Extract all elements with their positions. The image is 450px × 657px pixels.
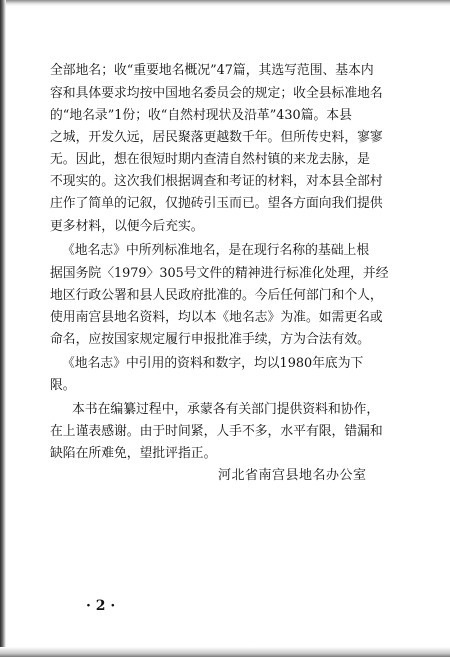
text-line: 在上谨表感谢。由于时间紧，人手不多，水平有限，错漏和 <box>50 424 383 439</box>
page-number: · 2 · <box>86 598 116 614</box>
text-line: 地区行政公署和县人民政府批准的。今后任何部门和个人， <box>50 288 383 303</box>
scan-shadow-bottom <box>0 647 450 657</box>
text-line: 的“地名录”1份；收“自然村现状及沿革”430篇。本县 <box>50 108 352 123</box>
text-line: 容和具体要求均按中国地名委员会的规定；收全县标准地名 <box>50 86 383 101</box>
scan-shadow-left <box>0 0 6 657</box>
text-line: 不现实的。这次我们根据调查和考证的材料，对本县全部村 <box>50 174 383 189</box>
text-line: 本书在编纂过程中，承蒙各有关部门提供资料和协作， <box>72 402 380 417</box>
signature-office: 河北省南宫县地名办公室 <box>218 468 367 483</box>
text-line: 限。 <box>50 378 76 393</box>
scan-shadow-top <box>0 0 450 6</box>
text-line: 使用南宫县地名资料，均以本《地名志》为准。如需更名或 <box>50 310 383 325</box>
text-line: 全部地名；收“重要地名概况”47篇，其选写范围、基本内 <box>50 63 374 78</box>
text-line: 庄作了简单的记叙，仅抛砖引玉而已。望各方面向我们提供 <box>50 196 383 211</box>
text-line: 据国务院〈1979〉305号文件的精神进行标准化处理，并经 <box>50 266 389 281</box>
text-line: 更多材料，以便今后充实。 <box>50 219 204 234</box>
text-line: 命名，应按国家规定履行申报批准手续，方为合法有效。 <box>50 332 370 347</box>
text-line: 《地名志》中所列标准地名，是在现行名称的基础上根 <box>62 243 370 258</box>
text-line: 《地名志》中引用的资料和数字，均以1980年底为下 <box>62 356 364 371</box>
text-line: 缺陷在所难免，望批评指正。 <box>50 446 217 461</box>
text-line: 之城，开发久远，居民聚落更越数千年。但所传史料，寥寥 <box>50 130 383 145</box>
text-line: 无。因此，想在很短时期内查清自然村镇的来龙去脉，是 <box>50 152 370 167</box>
